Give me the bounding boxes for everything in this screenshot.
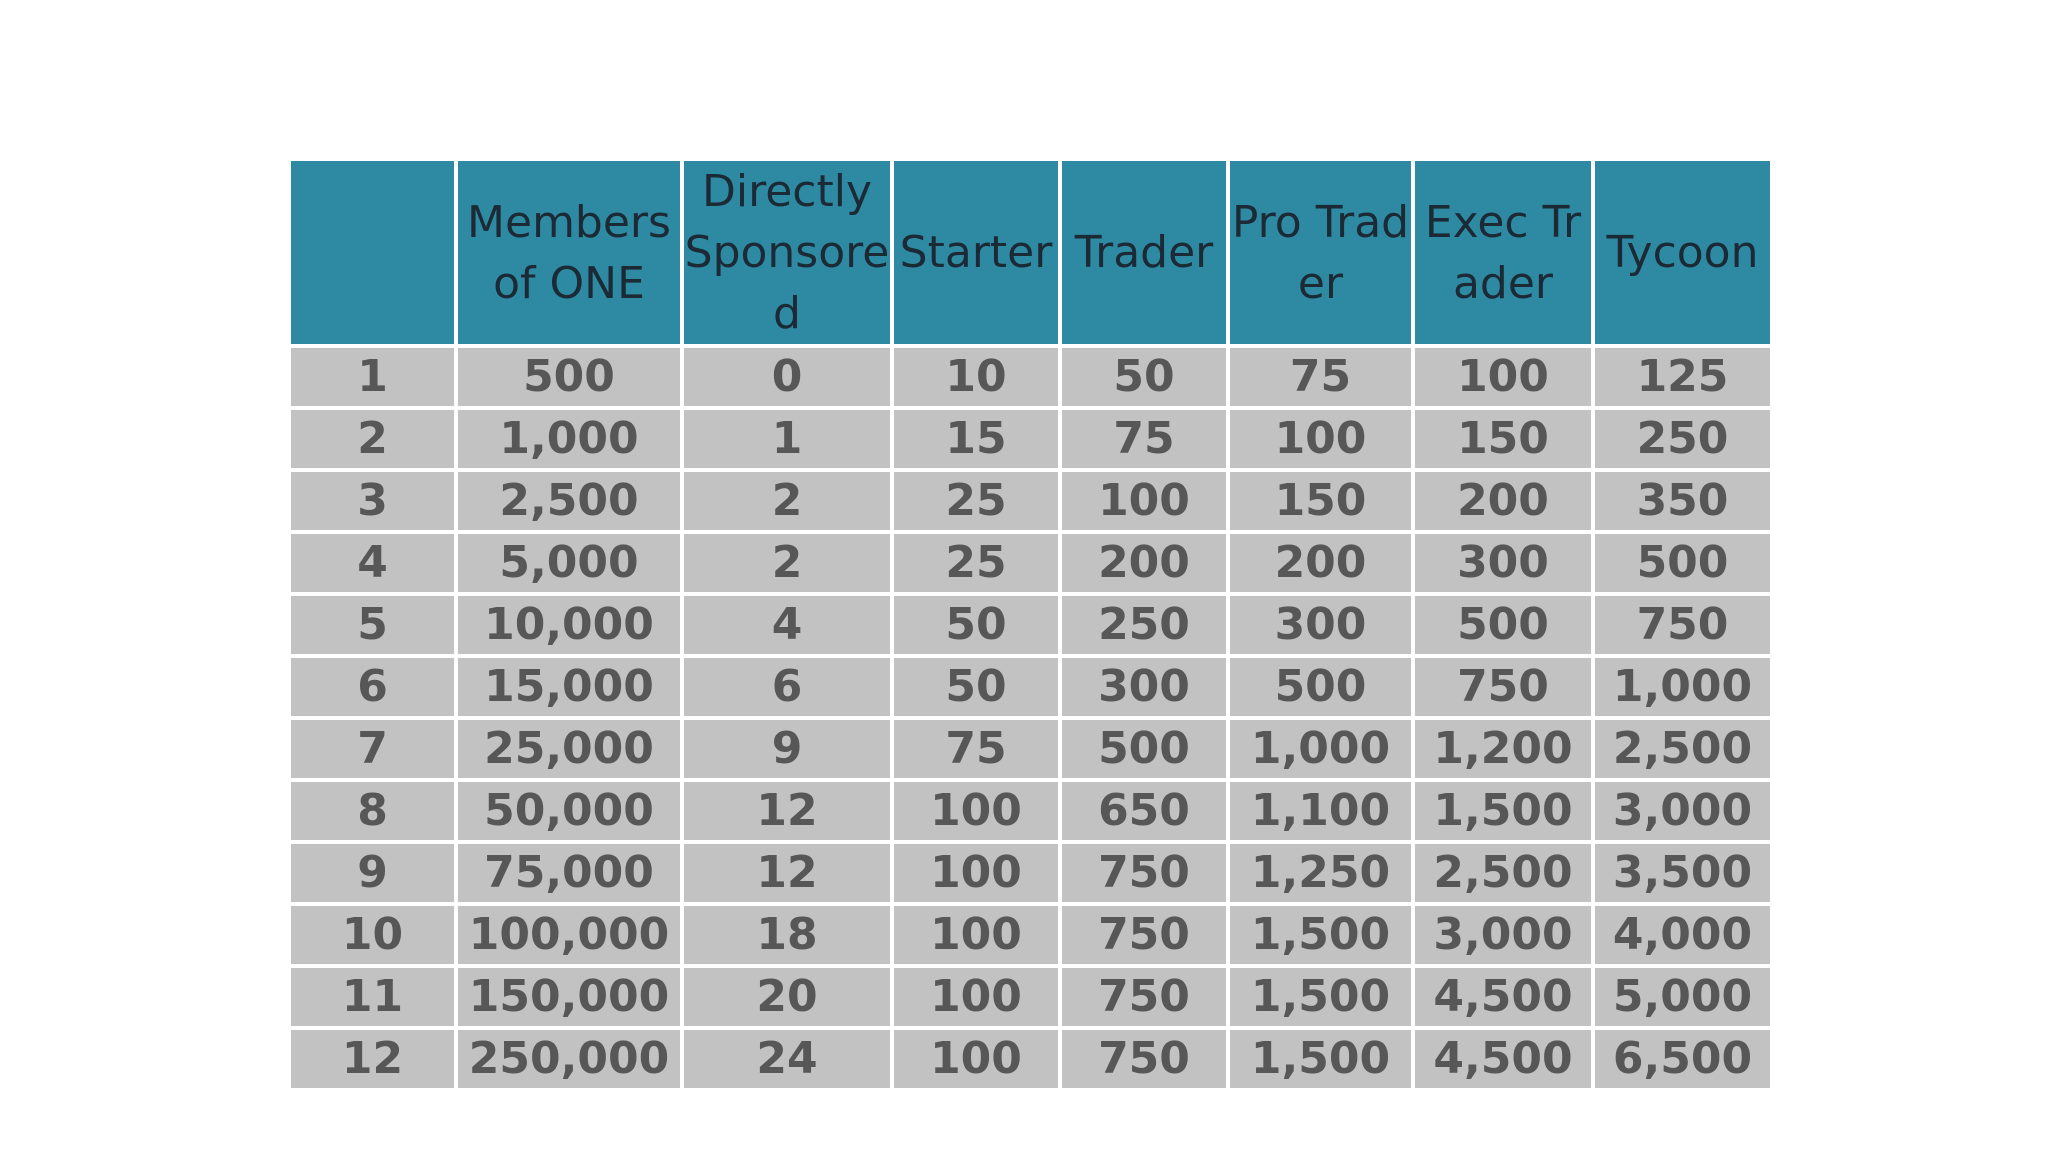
- table-cell: 75: [894, 720, 1058, 778]
- table-cell: 50,000: [458, 782, 680, 840]
- table-cell: 200: [1062, 534, 1226, 592]
- table-cell: 18: [684, 906, 890, 964]
- table-cell: 75: [1062, 410, 1226, 468]
- table-cell: 6: [684, 658, 890, 716]
- table-cell: 650: [1062, 782, 1226, 840]
- table-cell: 50: [1062, 348, 1226, 406]
- table-header-row: [291, 161, 1770, 344]
- table-cell: 9: [291, 844, 454, 902]
- table-cell: 1: [684, 410, 890, 468]
- table-cell: 5,000: [1595, 968, 1770, 1026]
- table-cell: 100: [894, 782, 1058, 840]
- table-cell: 9: [684, 720, 890, 778]
- table-cell: 1,500: [1230, 968, 1411, 1026]
- table-cell: 3,000: [1415, 906, 1591, 964]
- table-cell: 12: [684, 782, 890, 840]
- table-cell: 12: [684, 844, 890, 902]
- table-cell: 500: [1230, 658, 1411, 716]
- table-cell: 4: [291, 534, 454, 592]
- table-cell: 2,500: [458, 472, 680, 530]
- table-cell: 350: [1595, 472, 1770, 530]
- table-cell: 12: [291, 1030, 454, 1088]
- levels-table: [287, 157, 1774, 1092]
- table-cell: 4: [684, 596, 890, 654]
- table-cell: 750: [1595, 596, 1770, 654]
- table-cell: 750: [1062, 1030, 1226, 1088]
- table-cell: 25: [894, 472, 1058, 530]
- table-cell: 150: [1230, 472, 1411, 530]
- table-row: [291, 534, 1770, 592]
- table-row: [291, 1030, 1770, 1088]
- column-header-directly-sponsored: Directly Sponsored: [684, 161, 890, 344]
- column-header-pro-trader: Pro Trader: [1230, 161, 1411, 344]
- table-cell: 150: [1415, 410, 1591, 468]
- table-cell: 10: [291, 906, 454, 964]
- column-header-exec-trader: Exec Trader: [1415, 161, 1591, 344]
- table-row: [291, 658, 1770, 716]
- table-cell: 75: [1230, 348, 1411, 406]
- table-cell: 11: [291, 968, 454, 1026]
- table-row: [291, 472, 1770, 530]
- table-cell: 4,000: [1595, 906, 1770, 964]
- table-cell: 500: [1062, 720, 1226, 778]
- table-cell: 15: [894, 410, 1058, 468]
- table-cell: 750: [1062, 906, 1226, 964]
- table-cell: 50: [894, 658, 1058, 716]
- table-cell: 1,000: [1230, 720, 1411, 778]
- table-cell: 1,200: [1415, 720, 1591, 778]
- table-cell: 10,000: [458, 596, 680, 654]
- table-cell: 200: [1230, 534, 1411, 592]
- table-cell: 2: [291, 410, 454, 468]
- table-cell: 100: [894, 1030, 1058, 1088]
- table-cell: 100: [1230, 410, 1411, 468]
- table-cell: 300: [1415, 534, 1591, 592]
- table-cell: 750: [1062, 844, 1226, 902]
- table-cell: 3: [291, 472, 454, 530]
- table-cell: 100,000: [458, 906, 680, 964]
- table-row: [291, 596, 1770, 654]
- column-header-level: [291, 161, 454, 344]
- table-cell: 1: [291, 348, 454, 406]
- table-row: [291, 968, 1770, 1026]
- table-cell: 125: [1595, 348, 1770, 406]
- table-row: [291, 844, 1770, 902]
- table-cell: 300: [1062, 658, 1226, 716]
- table-cell: 750: [1062, 968, 1226, 1026]
- table-cell: 3,500: [1595, 844, 1770, 902]
- table-cell: 4,500: [1415, 1030, 1591, 1088]
- table-cell: 2: [684, 534, 890, 592]
- table-row: [291, 906, 1770, 964]
- table-cell: 100: [1062, 472, 1226, 530]
- table-cell: 500: [1595, 534, 1770, 592]
- table-cell: 300: [1230, 596, 1411, 654]
- table-cell: 1,500: [1415, 782, 1591, 840]
- table-row: [291, 410, 1770, 468]
- table-cell: 2,500: [1415, 844, 1591, 902]
- table-cell: 25: [894, 534, 1058, 592]
- table-cell: 100: [1415, 348, 1591, 406]
- table-cell: 24: [684, 1030, 890, 1088]
- table-row: [291, 720, 1770, 778]
- column-header-tycoon: Tycoon: [1595, 161, 1770, 344]
- table-cell: 500: [1415, 596, 1591, 654]
- table-cell: 3,000: [1595, 782, 1770, 840]
- table-cell: 15,000: [458, 658, 680, 716]
- table-cell: 8: [291, 782, 454, 840]
- table-cell: 5: [291, 596, 454, 654]
- table-cell: 100: [894, 968, 1058, 1026]
- table-cell: 5,000: [458, 534, 680, 592]
- column-header-starter: Starter: [894, 161, 1058, 344]
- table-cell: 500: [458, 348, 680, 406]
- table-row: [291, 782, 1770, 840]
- table-cell: 250: [1595, 410, 1770, 468]
- table-cell: 25,000: [458, 720, 680, 778]
- table-cell: 1,250: [1230, 844, 1411, 902]
- table-cell: 250: [1062, 596, 1226, 654]
- table-cell: 2,500: [1595, 720, 1770, 778]
- table-cell: 4,500: [1415, 968, 1591, 1026]
- table-cell: 2: [684, 472, 890, 530]
- column-header-trader: Trader: [1062, 161, 1226, 344]
- table-cell: 6: [291, 658, 454, 716]
- table-cell: 200: [1415, 472, 1591, 530]
- table-cell: 1,500: [1230, 1030, 1411, 1088]
- table-cell: 100: [894, 906, 1058, 964]
- table-cell: 6,500: [1595, 1030, 1770, 1088]
- table-row: [291, 348, 1770, 406]
- table-cell: 100: [894, 844, 1058, 902]
- column-header-members-of-one: Members of ONE: [458, 161, 680, 344]
- table-cell: 1,100: [1230, 782, 1411, 840]
- table-cell: 1,500: [1230, 906, 1411, 964]
- table-cell: 0: [684, 348, 890, 406]
- table-cell: 50: [894, 596, 1058, 654]
- table-cell: 10: [894, 348, 1058, 406]
- table-cell: 250,000: [458, 1030, 680, 1088]
- table-cell: 150,000: [458, 968, 680, 1026]
- table-cell: 20: [684, 968, 890, 1026]
- table-cell: 750: [1415, 658, 1591, 716]
- table-cell: 75,000: [458, 844, 680, 902]
- table-cell: 7: [291, 720, 454, 778]
- table-cell: 1,000: [458, 410, 680, 468]
- table-cell: 1,000: [1595, 658, 1770, 716]
